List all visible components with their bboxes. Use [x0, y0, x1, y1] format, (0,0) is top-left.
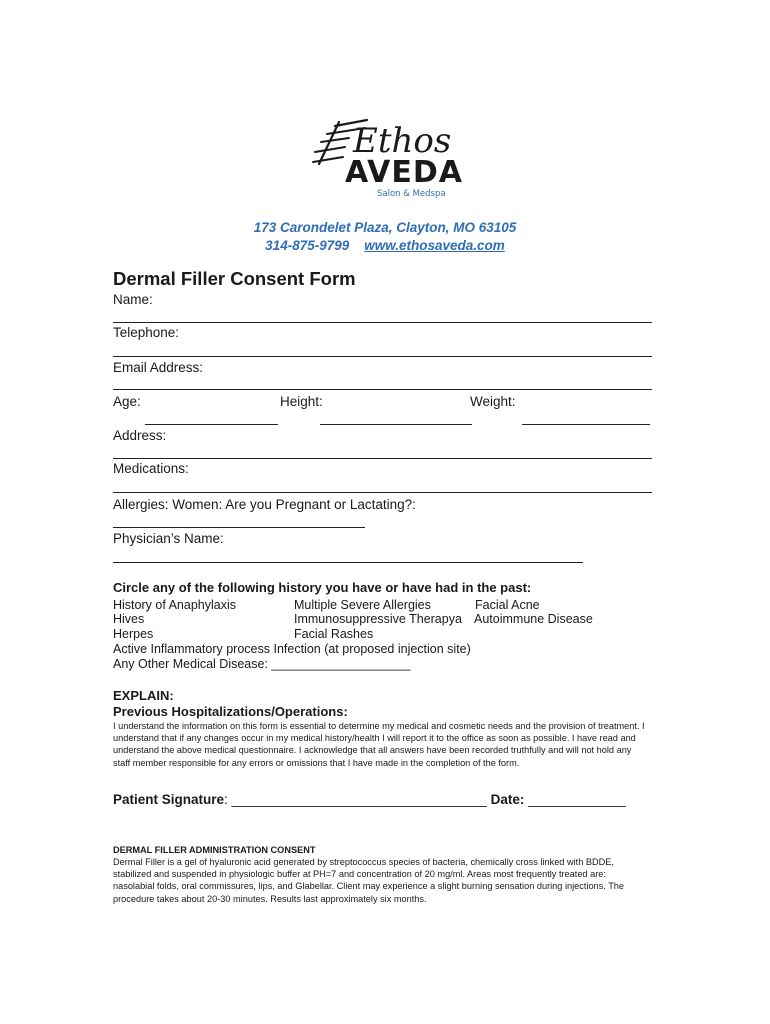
logo-ethos-text: Ethos [353, 121, 452, 161]
history-item[interactable]: Immunosuppressive Therapya [294, 612, 462, 626]
ethos-aveda-logo [305, 112, 475, 202]
logo-aveda-text: AVEDA [345, 155, 464, 190]
address-label: Address: [113, 428, 167, 443]
history-item[interactable]: Herpes [113, 627, 154, 641]
phone-number: 314-875-9799 [265, 238, 350, 253]
website-link[interactable]: www.ethosaveda.com [364, 238, 505, 253]
acknowledgement-paragraph: I understand the information on this form is essential to determine my medical and cosmetic needs and the provision of treatment. I understand that if any changes occur in my medical history/health I will report it to the office as soon as possible. I have read and understand the above medical questionnaire. I acknowledge that all answers have been recorded truthfully and will not hold any staff member responsible for any errors or omissions that I have made in the completion of the form. [113, 721, 645, 768]
address-line: 173 Carondelet Plaza, Clayton, MO 63105 [253, 220, 517, 235]
physician-field[interactable] [113, 562, 583, 563]
history-item[interactable]: History of Anaphylaxis [113, 598, 236, 612]
medications-label: Medications: [113, 461, 189, 476]
history-item[interactable]: Hives [113, 612, 145, 626]
address-field[interactable] [113, 458, 652, 459]
name-label: Name: [113, 292, 153, 307]
name-field[interactable] [113, 322, 652, 323]
physician-label: Physician’s Name: [113, 531, 224, 546]
date-label: Date: [490, 792, 525, 807]
allergies-field[interactable] [113, 527, 365, 528]
history-item[interactable]: Multiple Severe Allergies [294, 598, 431, 612]
email-label: Email Address: [113, 360, 204, 375]
allergies-label: Allergies: Women: Are you Pregnant or Lactating?: [113, 497, 416, 512]
age-field[interactable] [145, 424, 278, 425]
email-field[interactable] [113, 389, 652, 390]
telephone-label: Telephone: [113, 325, 180, 340]
signature-label: Patient Signature [113, 792, 225, 807]
telephone-field[interactable] [113, 356, 652, 357]
signature-row[interactable] [113, 792, 626, 807]
history-item[interactable]: Active Inflammatory process Infection (at proposed injection site) [113, 642, 471, 656]
medications-field[interactable] [113, 492, 652, 493]
history-heading: Circle any of the following history you have or have had in the past: [113, 580, 532, 595]
history-item[interactable]: Facial Rashes [294, 627, 374, 641]
history-item[interactable]: Autoimmune Disease [474, 612, 593, 626]
date-line[interactable]: _____________ [524, 792, 626, 807]
previous-hospitalizations-label: Previous Hospitalizations/Operations: [113, 704, 348, 719]
consent-text: Dermal Filler is a gel of hyaluronic acid generated by streptococcus species of bacteria, chemically cross linked with BDDE, stabilized and suspended in physiologic buffer at PH=7 and concentration of 20 mg/ml. Areas most frequently treated are: nasolabial folds, oral commissures, lips, and Glabellar. Client may experience a slight burning sensation during injections. The procedure takes about 20-30 minutes. Results last approximately six months. [113, 857, 625, 904]
logo-subtitle: Salon & Medspa [377, 189, 446, 199]
consent-heading: DERMAL FILLER ADMINISTRATION CONSENT [113, 845, 316, 855]
weight-label: Weight: [470, 394, 516, 409]
signature-line[interactable]: : __________________________________ [224, 792, 487, 807]
explain-label: EXPLAIN: [113, 688, 174, 703]
form-title: Dermal Filler Consent Form [113, 268, 356, 289]
contact-line [0, 238, 770, 253]
other-disease-field[interactable]: Any Other Medical Disease: ____________________ [113, 657, 411, 671]
height-field[interactable] [320, 424, 472, 425]
weight-field[interactable] [522, 424, 650, 425]
history-item[interactable]: Facial Acne [475, 598, 540, 612]
height-label: Height: [280, 394, 323, 409]
age-label: Age: [113, 394, 141, 409]
